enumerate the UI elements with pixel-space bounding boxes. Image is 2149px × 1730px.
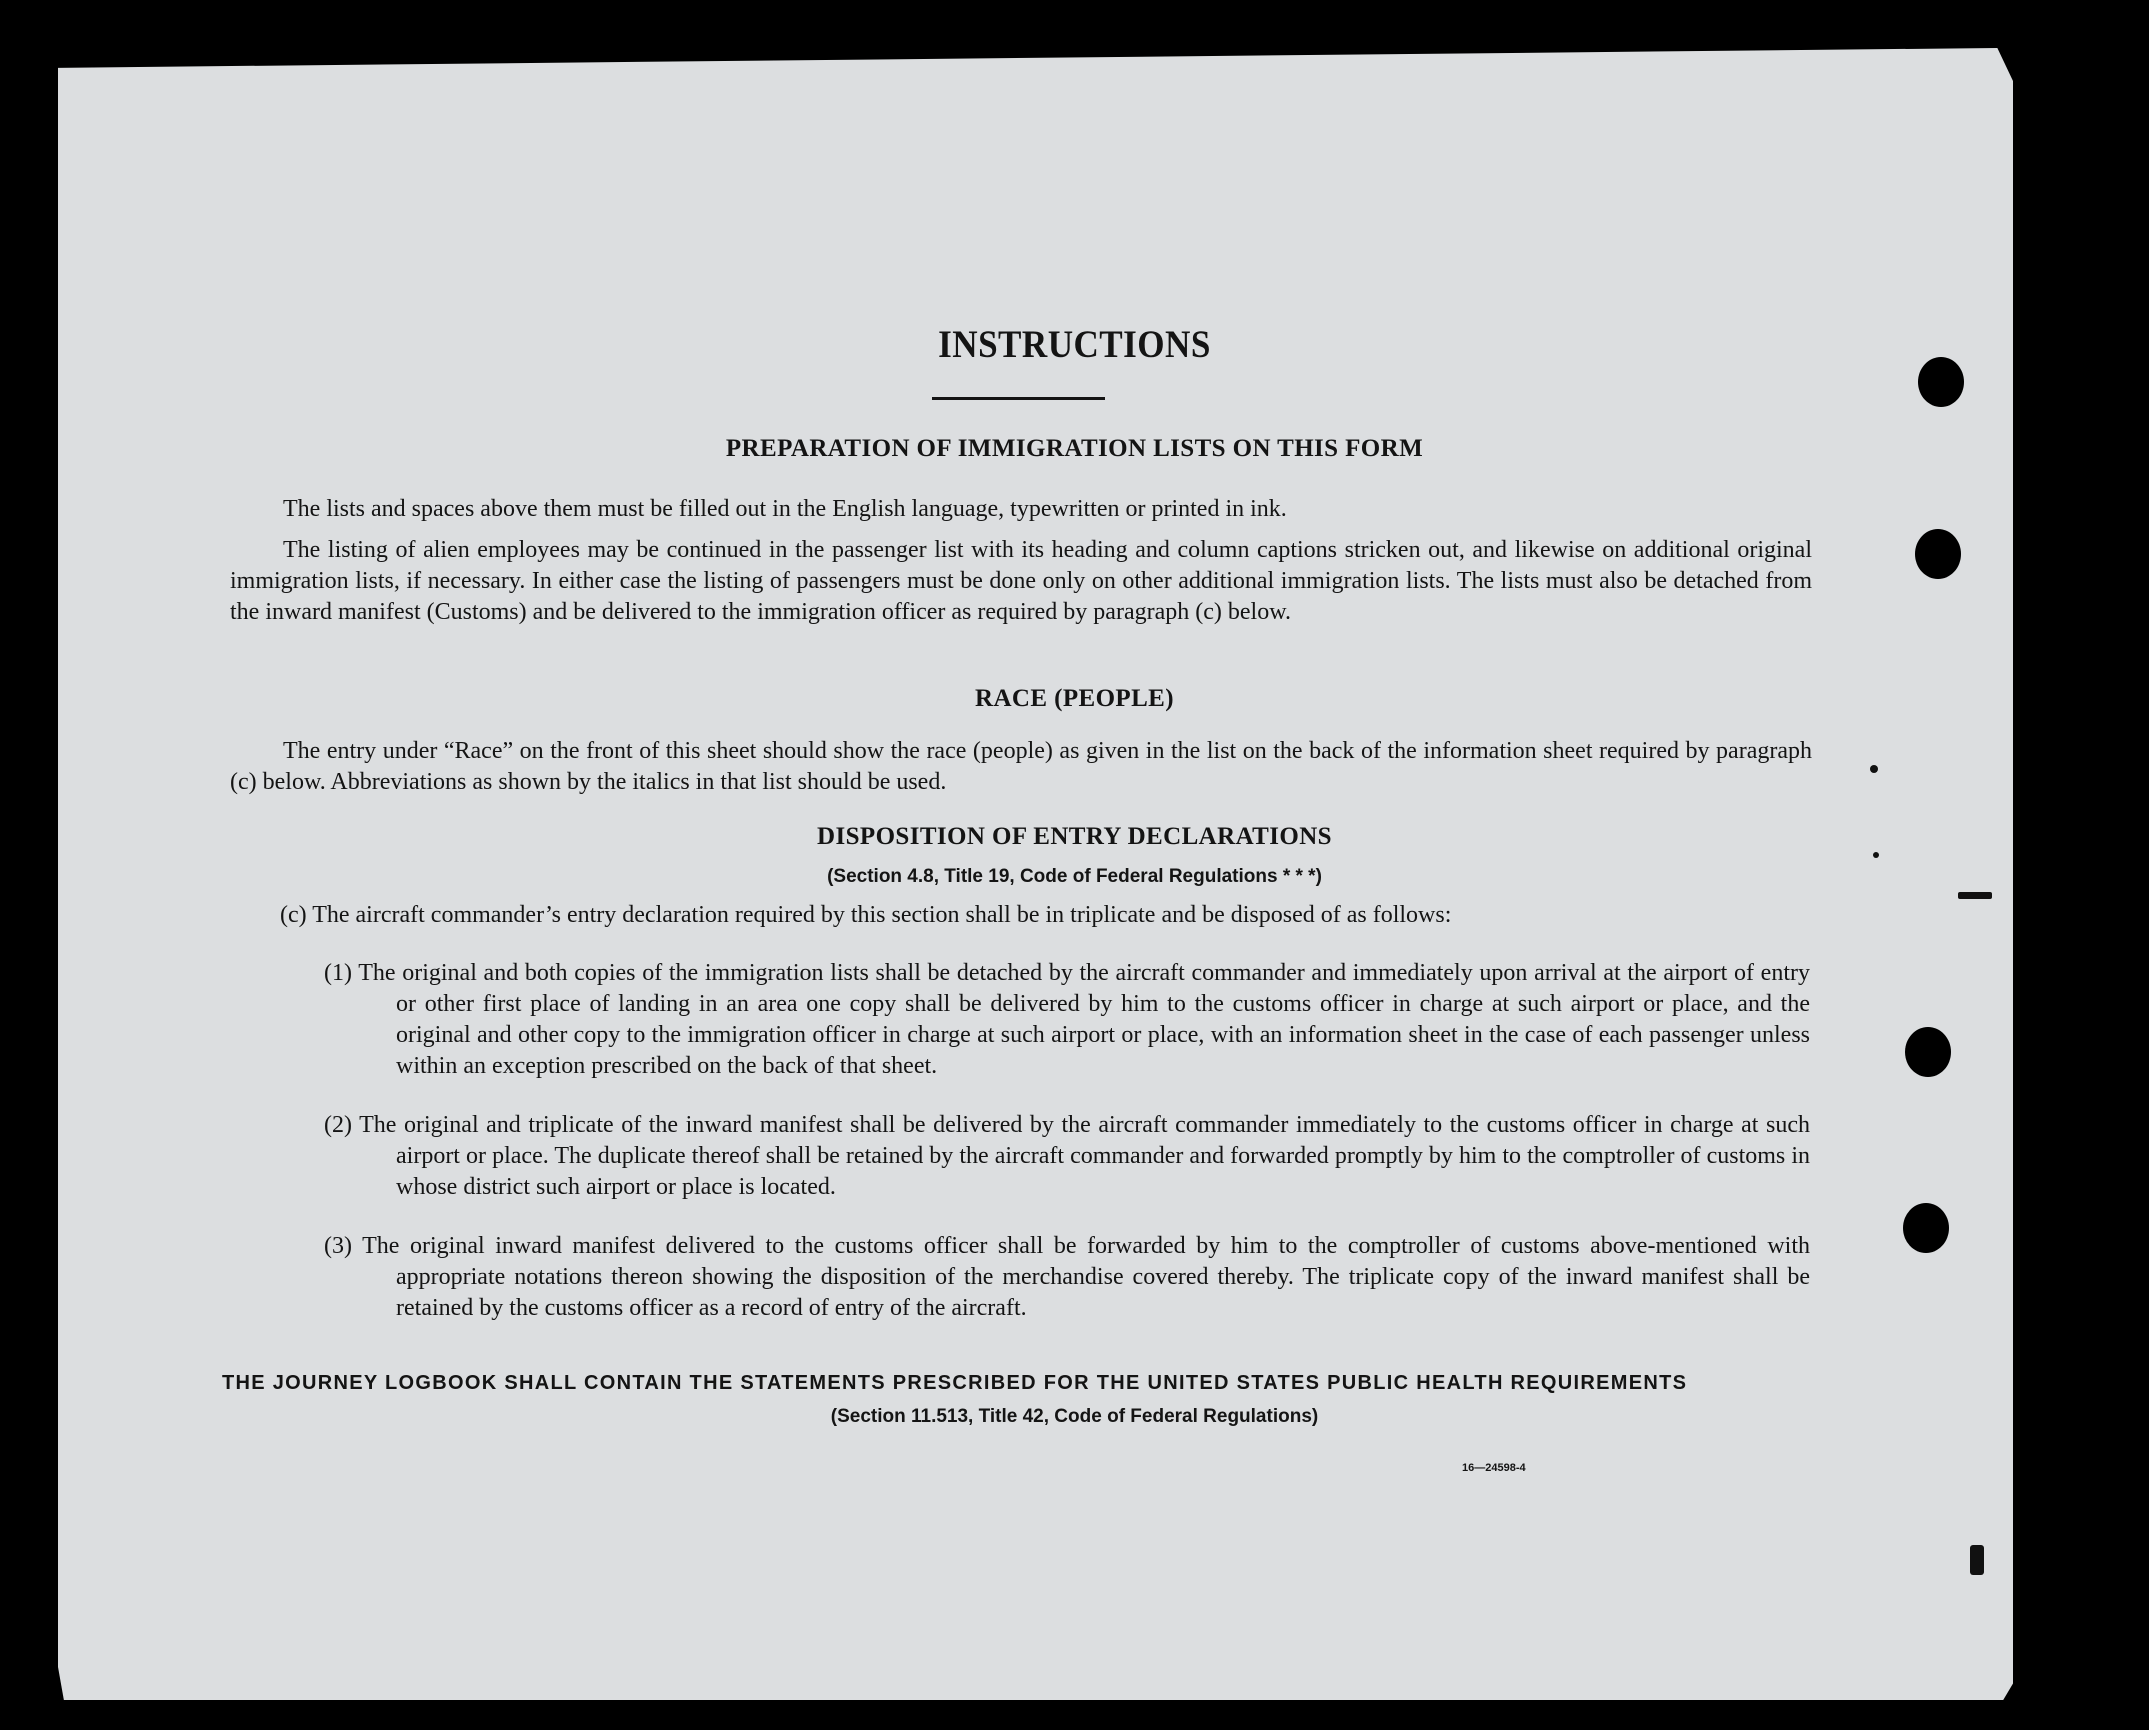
disposition-item: (1) The original and both copies of the immigration lists shall be detached by the aircraft commander and immediately upon arrival at the airport of entry or other first place of landing in an area one copy shall be delivered by him to the customs officer in charge at such airport or place, and the original and other copy to the immigration officer in charge at such airport or place, with an information sheet in the case of each passenger unless within an exception prescribed on the back of that sheet. <box>324 960 1810 1079</box>
title-underline <box>932 397 1105 400</box>
footer-statement: THE JOURNEY LOGBOOK SHALL CONTAIN THE STATEMENTS PRESCRIBED FOR THE UNITED STATES PUBLIC HEALTH REQUIREMENTS <box>222 1372 1688 1394</box>
page-title: INSTRUCTIONS <box>938 323 1211 366</box>
speck <box>1958 892 1992 899</box>
preparation-paragraph-1: The lists and spaces above them must be filled out in the English language, typewritten or printed in ink. <box>283 496 1287 522</box>
section-heading-disposition: DISPOSITION OF ENTRY DECLARATIONS <box>817 823 1332 850</box>
speck <box>1873 852 1879 858</box>
disposition-item: (2) The original and triplicate of the inward manifest shall be delivered by the aircraft commander immediately to the customs officer in charge at such airport or place. The duplicate thereof shall be retained by the aircraft commander and forwarded promptly by him to the comptroller of customs in whose district such airport or place is located. <box>324 1112 1810 1200</box>
binder-hole <box>1915 529 1961 579</box>
speck <box>1970 1545 1984 1575</box>
binder-hole <box>1905 1027 1951 1077</box>
binder-hole <box>1903 1203 1949 1253</box>
footer-citation: (Section 11.513, Title 42, Code of Federal Regulations) <box>830 1406 1319 1427</box>
speck <box>1870 765 1878 773</box>
disposition-item: (3) The original inward manifest delivered to the customs officer shall be forwarded by him to the comptroller of customs above-mentioned with appropriate notations thereon showing the disposition of the merchandise covered thereby. The triplicate copy of the inward manifest shall be retained by the customs officer as a record of entry of the aircraft. <box>324 1233 1810 1321</box>
preparation-paragraph-2: The listing of alien employees may be continued in the passenger list with its heading and column captions stricken out, and likewise on additional original immigration lists, if necessary. In either case the listing of passengers must be done only on other additional immigration lists. The lists must also be detached from the inward manifest (Customs) and be delivered to the immigration officer as required by paragraph (c) below. <box>230 537 1812 625</box>
race-paragraph: The entry under “Race” on the front of this sheet should show the race (people) as given in the list on the back of the information sheet required by paragraph (c) below. Abbreviations as shown by the italics in that list should be used. <box>230 738 1812 795</box>
disposition-citation: (Section 4.8, Title 19, Code of Federal Regulations * * *) <box>827 866 1322 887</box>
form-number: 16—24598-4 <box>1462 1462 1526 1474</box>
section-heading-preparation: PREPARATION OF IMMIGRATION LISTS ON THIS FORM <box>725 435 1424 462</box>
section-heading-race: RACE (PEOPLE) <box>975 685 1174 712</box>
disposition-intro: (c) The aircraft commander’s entry declaration required by this section shall be in triplicate and be disposed of as follows: <box>280 902 1452 928</box>
